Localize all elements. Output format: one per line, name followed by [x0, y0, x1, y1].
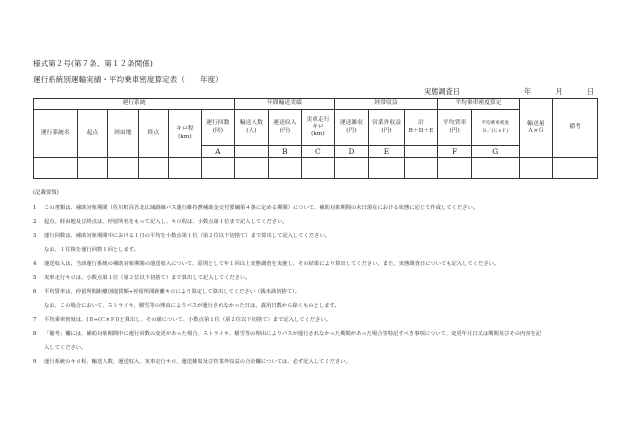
table-row — [34, 158, 598, 179]
note-item — [33, 329, 541, 337]
cell-avg-fare[interactable] — [438, 158, 472, 179]
cell-origin[interactable] — [77, 158, 107, 179]
group-annual-transport: 年間輸送実績 — [235, 99, 335, 110]
letter-c: C — [302, 146, 335, 158]
col-via: 経由地 — [108, 110, 138, 158]
cell-km[interactable] — [169, 158, 202, 179]
note-number: 1 — [33, 205, 37, 211]
notes-heading: (記載要領) — [33, 190, 59, 196]
col-terminus: 終点 — [138, 110, 168, 158]
letter-d: D — [334, 146, 369, 158]
col-avg-density: 平均乗車密度 Ｂ／(Ｃ×Ｆ) — [471, 110, 519, 146]
col-remarks: 備考 — [553, 99, 598, 158]
note-number: 7 — [33, 317, 37, 323]
col-non-operating-income: 営業外収益 (円) — [369, 110, 405, 146]
letter-f: F — [438, 146, 472, 158]
note-item — [44, 301, 340, 309]
note-number: 5 — [33, 275, 37, 281]
note-number: 2 — [33, 219, 37, 225]
note-text: この書類は、補助対象期間（佐川町高吾北広域路線バス運行維持費補助金交付要綱第４条に定める期間）について、補助対象期間の末日現在における状態に応じて作成してください。 — [44, 205, 479, 211]
note-item — [33, 259, 499, 267]
note-item — [33, 315, 331, 323]
cell-total[interactable] — [404, 158, 438, 179]
cell-via[interactable] — [108, 158, 138, 179]
letter-g: G — [471, 146, 519, 158]
note-number: 9 — [33, 359, 37, 365]
cell-transport-revenue[interactable] — [268, 158, 302, 179]
note-item — [44, 343, 86, 351]
letter-b: B — [268, 146, 302, 158]
letter-passengers-blank — [235, 146, 269, 158]
note-text: 運行回数は、補助対象期間中における１日の平均を小数点第１位（第２位以下切捨て）まで算出して記入してください。 — [44, 233, 331, 239]
cell-non-operating-income[interactable] — [369, 158, 405, 179]
cell-remarks[interactable] — [553, 158, 598, 179]
note-text: なお、１往復を運行回数１回とします。 — [44, 247, 139, 253]
form-number: 様式第２号(第７条、第１２条関係) — [33, 59, 153, 68]
note-item — [33, 357, 351, 365]
note-number: 6 — [33, 289, 37, 295]
letter-total-blank — [404, 146, 438, 158]
note-text: なお、この場合において、ストライキ、積雪等の理由によりバスが運行されなかった日は、歳用日数から除くものとします。 — [44, 303, 340, 309]
cell-actual-km[interactable] — [302, 158, 335, 179]
cell-avg-density[interactable] — [471, 158, 519, 179]
group-avg-density-calc: 平均乗車密度算定 — [438, 99, 519, 110]
cell-terminus[interactable] — [138, 158, 168, 179]
note-item — [33, 231, 330, 239]
form-title: 運行系統別運輸実績・平均乗車密度算定表（ 年度） — [33, 75, 223, 84]
col-route-name: 運行系統名 — [34, 110, 78, 158]
note-item — [44, 245, 139, 253]
note-text: 起点、経由地及び終点は、停留所名をもって記入し、キロ程は、小数点第１位まで記入してください。 — [44, 219, 288, 225]
route-performance-table — [33, 98, 598, 179]
cell-transport-volume[interactable] — [519, 158, 553, 179]
col-total: 計 B＋D＋E — [404, 110, 438, 146]
col-operations: 運行回数 (回) — [201, 110, 235, 146]
col-avg-fare: 平均賃率 (円) — [438, 110, 472, 146]
cell-operations[interactable] — [201, 158, 235, 179]
note-number: 4 — [33, 261, 37, 267]
note-text: 平均乗車密度は、(Ｂ÷(Ｃ×Ｆ))と算出し、その値について、小数点第１位（第２位以下切捨て）まで記入してください。 — [44, 317, 332, 323]
survey-date-label: 実態調査日 — [424, 87, 460, 96]
col-transport-revenue: 運送収入 (円) — [268, 110, 302, 146]
survey-date-fields: 年 月 日 — [524, 87, 595, 96]
note-number: 8 — [33, 331, 37, 337]
col-origin: 起点 — [77, 110, 107, 158]
note-text: 平均賃率は、停留所間距離別運賃額÷停留所間距離キロにより算定して算出してください（銭未満切捨て）。 — [44, 289, 301, 295]
note-text: 「備考」欄には、補助対象期間中に運行回数の変更があった場合、ストライキ、積雪等の理由によりバスが運行されなかった期間があった場合等特記すべき事項について、変更年月日又は期間及びその内容を記 — [44, 331, 542, 337]
note-item — [33, 273, 251, 281]
letter-a: A — [201, 146, 235, 158]
note-text: 運送収入は、当該運行系統の補助対象期間の運送収入について、原則として年１回以上実態調査を実施し、その結果により算出してください。また、実態調査日についても記入してください。 — [44, 261, 500, 267]
note-text: 運行系統のキロ程、輸送人数、運送収入、実車走行キロ、運送雑収及び営業外収益の合計欄については、必ず記入してください。 — [44, 359, 351, 365]
note-text: 入してください。 — [44, 345, 87, 351]
cell-operating-income[interactable] — [334, 158, 369, 179]
group-revenue: 経常収益 — [334, 99, 438, 110]
note-item — [33, 203, 478, 211]
col-passengers: 輸送人数 (人) — [235, 110, 269, 146]
note-item — [33, 217, 288, 225]
note-item — [33, 287, 300, 295]
col-km: キロ程 (km) — [169, 110, 202, 158]
col-operating-income: 運送雑収 (円) — [334, 110, 369, 146]
letter-e: E — [369, 146, 405, 158]
cell-route-name[interactable] — [34, 158, 78, 179]
note-text: 実車走行キロは、小数点第１位（第２位以下切捨て）まで算出して記入してください。 — [44, 275, 251, 281]
note-number: 3 — [33, 233, 37, 239]
cell-passengers[interactable] — [235, 158, 269, 179]
group-route: 運行系統 — [34, 99, 235, 110]
col-actual-km: 実車走行 キロ (km) — [302, 110, 335, 146]
col-transport-volume: 輸送量 Ａ×Ｇ — [519, 99, 553, 158]
